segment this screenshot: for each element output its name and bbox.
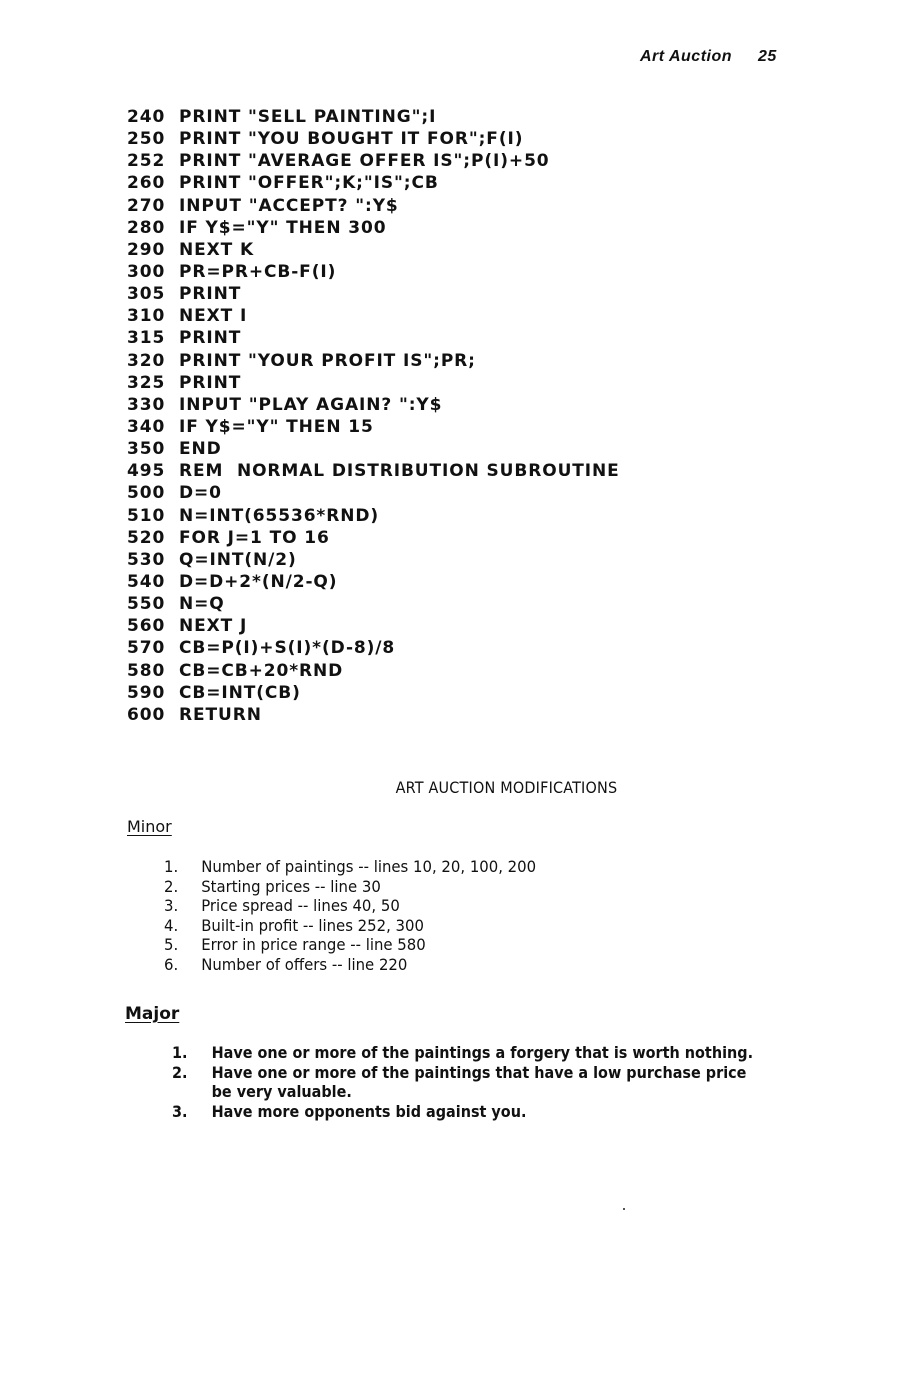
code-line xyxy=(127,571,747,593)
code-line xyxy=(127,549,747,571)
line-number: 495 xyxy=(127,461,166,482)
statement: REM NORMAL DISTRIBUTION SUBROUTINE xyxy=(179,461,620,482)
statement: IF Y$="Y" THEN 15 xyxy=(179,416,374,437)
statement: RETURN xyxy=(179,704,262,725)
code-line xyxy=(127,615,747,637)
statement: CB=INT(CB) xyxy=(179,682,301,703)
statement: NEXT I xyxy=(179,306,248,327)
line-number: 600 xyxy=(127,704,166,725)
print-speck xyxy=(623,1208,625,1210)
statement: NEXT J xyxy=(179,616,248,637)
code-line xyxy=(127,217,747,239)
running-head xyxy=(640,48,820,66)
line-number: 305 xyxy=(127,284,166,305)
statement: PR=PR+CB-F(I) xyxy=(179,261,337,282)
line-number: 300 xyxy=(127,261,166,282)
modifications-title: ART AUCTION MODIFICATIONS xyxy=(395,778,618,797)
line-number: 580 xyxy=(127,660,166,681)
line-number: 240 xyxy=(127,107,166,127)
statement: INPUT "PLAY AGAIN? ":Y$ xyxy=(179,394,443,415)
list-item xyxy=(164,857,536,877)
line-number: 290 xyxy=(127,239,166,260)
statement: D=0 xyxy=(179,483,222,504)
line-number: 520 xyxy=(127,527,166,548)
list-item xyxy=(164,916,536,936)
statement: INPUT "ACCEPT? ":Y$ xyxy=(179,195,399,216)
statement: FOR J=1 TO 16 xyxy=(179,527,330,548)
item-text: Have one or more of the paintings a forgery that is worth nothing. xyxy=(211,1043,754,1062)
statement: PRINT xyxy=(179,284,242,305)
code-line xyxy=(127,327,747,349)
page-number: 25 xyxy=(758,48,777,65)
code-line xyxy=(127,505,747,527)
statement: N=INT(65536*RND) xyxy=(179,505,380,526)
list-item xyxy=(172,1043,753,1063)
statement: PRINT "SELL PAINTING";I xyxy=(179,107,437,127)
code-line xyxy=(127,372,747,394)
list-item xyxy=(164,877,536,897)
line-number: 280 xyxy=(127,217,166,238)
item-text: Have more opponents bid against you. xyxy=(211,1101,527,1121)
code-line xyxy=(127,527,747,549)
list-item xyxy=(164,955,536,975)
item-text: Have one or more of the paintings that have a low purchase price be very valuable. xyxy=(211,1062,747,1102)
item-text: Built-in profit -- lines 252, 300 xyxy=(201,915,424,935)
running-head-title: Art Auction xyxy=(640,48,733,65)
code-line xyxy=(127,438,747,460)
item-number: 1. xyxy=(172,1043,188,1062)
code-line xyxy=(127,394,747,416)
line-number: 510 xyxy=(127,505,166,526)
line-number: 590 xyxy=(127,682,166,703)
line-number: 540 xyxy=(127,571,166,592)
code-line xyxy=(127,150,747,172)
code-line xyxy=(127,482,747,504)
item-number: 4. xyxy=(164,915,179,935)
line-number: 320 xyxy=(127,350,166,371)
code-line xyxy=(127,283,747,305)
statement: END xyxy=(179,439,222,460)
statement: PRINT "OFFER";K;"IS";CB xyxy=(179,173,439,194)
code-line xyxy=(127,195,747,217)
list-item xyxy=(172,1063,753,1102)
item-number: 1. xyxy=(164,857,179,876)
code-line xyxy=(127,350,747,372)
line-number: 550 xyxy=(127,594,166,615)
line-number: 530 xyxy=(127,549,166,570)
item-number: 6. xyxy=(164,954,179,974)
line-number: 330 xyxy=(127,394,166,415)
line-number: 500 xyxy=(127,483,166,504)
statement: PRINT xyxy=(179,328,242,349)
item-number: 2. xyxy=(164,876,179,896)
line-number: 250 xyxy=(127,129,166,150)
line-number: 310 xyxy=(127,306,166,327)
item-text: Number of offers -- line 220 xyxy=(201,954,408,974)
code-line xyxy=(127,128,747,150)
statement: IF Y$="Y" THEN 300 xyxy=(179,217,387,238)
statement: PRINT xyxy=(179,372,242,393)
statement: PRINT "YOUR PROFIT IS";PR; xyxy=(179,350,476,371)
code-line xyxy=(127,416,747,438)
statement: CB=P(I)+S(I)*(D-8)/8 xyxy=(179,638,396,659)
code-line xyxy=(127,704,747,726)
code-line xyxy=(127,637,747,659)
line-number: 325 xyxy=(127,372,166,393)
item-text: Number of paintings -- lines 10, 20, 100, 200 xyxy=(201,857,537,876)
basic-program-listing xyxy=(127,106,747,726)
code-line xyxy=(127,682,747,704)
item-text: Starting prices -- line 30 xyxy=(201,876,381,896)
list-item xyxy=(172,1102,753,1122)
code-line xyxy=(127,305,747,327)
line-number: 570 xyxy=(127,638,166,659)
code-line xyxy=(127,261,747,283)
item-number: 3. xyxy=(172,1101,188,1121)
list-item xyxy=(164,896,536,916)
item-text: Error in price range -- line 580 xyxy=(201,935,426,955)
code-line xyxy=(127,660,747,682)
item-number: 3. xyxy=(164,896,179,916)
minor-modifications-list xyxy=(164,857,536,975)
code-line xyxy=(127,593,747,615)
code-line xyxy=(127,106,747,128)
item-number: 2. xyxy=(172,1062,188,1082)
statement: NEXT K xyxy=(179,239,255,260)
item-number: 5. xyxy=(164,935,179,955)
statement: CB=CB+20*RND xyxy=(179,660,344,681)
major-modifications-list xyxy=(172,1043,753,1121)
line-number: 260 xyxy=(127,173,166,194)
statement: N=Q xyxy=(179,594,225,615)
list-item xyxy=(164,935,536,955)
code-line xyxy=(127,172,747,194)
line-number: 270 xyxy=(127,195,166,216)
line-number: 350 xyxy=(127,439,166,460)
line-number: 315 xyxy=(127,328,166,349)
statement: Q=INT(N/2) xyxy=(179,549,297,570)
line-number: 340 xyxy=(127,416,166,437)
code-line xyxy=(127,460,747,482)
statement: PRINT "AVERAGE OFFER IS";P(I)+50 xyxy=(179,151,550,172)
major-heading: Major xyxy=(125,1004,180,1024)
minor-heading: Minor xyxy=(127,817,172,836)
line-number: 560 xyxy=(127,616,166,637)
item-text: Price spread -- lines 40, 50 xyxy=(201,896,400,916)
statement: D=D+2*(N/2-Q) xyxy=(179,571,338,592)
code-line xyxy=(127,239,747,261)
statement: PRINT "YOU BOUGHT IT FOR";F(I) xyxy=(179,129,524,150)
line-number: 252 xyxy=(127,151,166,172)
